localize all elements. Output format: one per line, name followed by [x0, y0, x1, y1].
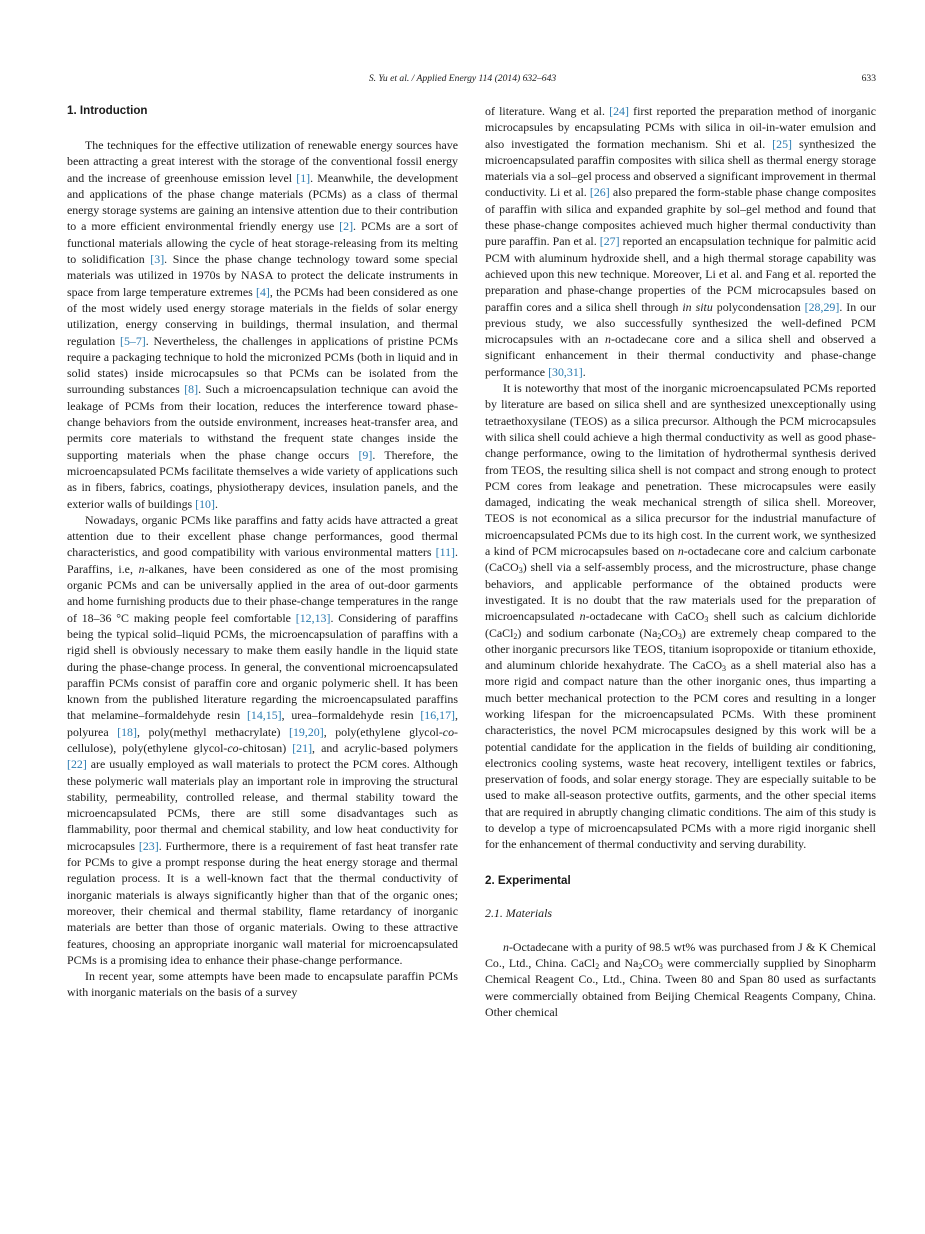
right-column — [485, 103, 876, 1020]
running-header — [0, 71, 925, 87]
citation-link[interactable]: [25] — [772, 136, 792, 151]
citation-link[interactable]: [5–7] — [119, 333, 146, 348]
citation-link[interactable]: [22] — [67, 757, 87, 772]
section-heading-experimental: 2. Experimental — [485, 873, 571, 887]
citation-link[interactable]: [9] — [358, 447, 373, 462]
left-column — [67, 103, 458, 1001]
section-heading-introduction: 1. Introduction — [67, 104, 148, 117]
citation-link[interactable]: [1] — [296, 170, 311, 185]
citation-link[interactable]: [28,29] — [804, 299, 840, 314]
citation-link[interactable]: [8] — [184, 382, 199, 397]
citation-link[interactable]: [21] — [292, 740, 313, 755]
citation-link[interactable]: [3] — [150, 252, 165, 267]
citation-link[interactable]: [19,20] — [289, 724, 324, 739]
citation-link[interactable]: [14,15] — [246, 708, 282, 723]
citation-link[interactable]: [2] — [339, 219, 354, 234]
paragraph-intro-4: It is noteworthy that most of the inorganic microencapsulated PCMs reported by literature are based on silica shell and are synthesized unexceptionally using tetraethoxysilane (TEOS) as a silica precursor. Although the PCM microcapsules with silica shell could achieve a high thermal conductivity as well as good phase-change performance, owing to the limitation of hydrothermal synthesis derived from TEOS, the resulting silica shell is not compact and strong enough to protect PCM cores from leakage and penetration. These microcapsules were easily damaged, indicating the weak mechanical strength of silica shell. Moreover, TEOS is not economical as a silica precursor for the industrial manufacture of microencapsulated PCMs due to its high cost. In the current work, we synthesized a kind of PCM microcapsules based on n-octadecane core and calcium carbonate (CaCO$_3$) shell via a self-assembly process, and the microstructure, phase change behaviors, and applicable performance of the obtained products were investigated. It is no doubt that the raw materials used for the preparation of microencapsulated n-octadecane with CaCO$_3$ shell such as calcium dichloride (CaCl$_2$) and sodium carbonate $(Na_2CO_3)$ are extremely cheap compared to the other inorganic precursors like TEOS, titanium isopropoxide or titanium ethoxide, and aluminum chloride hexahydrate. The CaCO$_3$ as a shell material also has a more rigid and compact nature than the other inorganic ones, thus imparting a much better mechanical protection to the PCM cores and resulting in a longer working lifespan for the microencapsulated PCMs. With these prominent characteristics, the novel PCM microcapsules designed by this work will be a potential candidate for the application in the fields of building air conditioning, electronics cooling systems, waste heat recovery, intelligent textiles or fabrics, preservation of foods, and solar energy storage. They are especially suitable to be used to make all-season protective outfits, garments, and the other special items that are required in abruptly changing climatic conditions. The aim of this study is to develop a type of microencapsulated PCMs with a more rigid inorganic shell for the enhancement of thermal conductivity and serving durability. — [485, 381, 876, 852]
paragraph-intro-3-cont: of literature. Wang et al. [24] first reported the preparation method of inorganic microcapsules by encapsulating PCMs with silica in oil-in-water emulsion and also investigated the formation mechanism. Shi et al. [25] synthesized the microencapsulated paraffin composites with silica shell as thermal energy storage materials via a sol–gel process and observed a significant improvement in thermal conductivity. Li et al. [26] also prepared the form-stable phase change composites of paraffin with silica and expanded graphite by sol–gel method and found that these phase-change composites achieved much higher thermal conductivity than pure paraffin. Pan et al. [27] reported an encapsulation technique for palmitic acid PCM with aluminum hydroxide shell, and a high thermal storage capability was achieved upon this new technique. Moreover, Li et al. and Fang et al. reported the preparation and phase-change properties of the PCM microcapsules based on paraffin cores and a silica shell through in situ polycondensation [28,29]. In our previous study, we also successfully synthesized the well-defined PCM microcapsules with an n-octadecane core and a silica shell and observed a significant enhancement in their thermal conductivity and phase-change performance [30,31]. — [485, 104, 877, 379]
citation-link[interactable]: [24] — [609, 104, 629, 118]
citation-link[interactable]: [16,17] — [420, 708, 455, 723]
citation-link[interactable]: [18] — [117, 724, 137, 739]
citation-link[interactable]: [27] — [599, 234, 620, 249]
citation-link[interactable]: [26] — [589, 185, 610, 200]
citation-link[interactable]: [10] — [195, 496, 215, 511]
citation-link[interactable]: [23] — [138, 838, 159, 853]
subsection-heading-materials: 2.1. Materials — [485, 905, 553, 920]
journal-reference: S. Yu et al. / Applied Energy 114 (2014) 632–643 — [368, 73, 557, 84]
citation-link[interactable]: [4] — [255, 284, 270, 299]
paragraph-intro-3-start: In recent year, some attempts have been made to encapsulate paraffin PCMs with inorganic materials on the basis of a survey — [67, 969, 458, 1000]
citation-link[interactable]: [12,13] — [295, 610, 331, 625]
paragraph-materials: n-Octadecane with a purity of 98.5 wt% was purchased from J & K Chemical Co., Ltd., China. CaCl$_2$ and $Na_2CO_3$ were commercially supplied by Sinopharm Chemical Reagent Co., Ltd., China. Tween 80 and Span 80 used as surfactants were commercially obtained from Beijing Chemical Reagents Company, China. Other chemical — [485, 939, 876, 1019]
paragraph-intro-1: The techniques for the effective utilization of renewable energy sources have been attracting a great interest with the storage of the conventional fossil energy and the increase of greenhouse emission level [1]. Meanwhile, the development and applications of the phase change materials (PCMs) as a class of thermal energy storage systems are gaining an intensive attention due to their contribution to a more efficient environmental friendly energy use [2]. PCMs are a sort of functional materials allowing the cycle of heat storage-releasing from its melting to solidification [3]. Since the phase change technology toward some special materials was utilized in 1970s by NASA to protect the delicate instruments in space from large temperature extremes [4], the PCMs had been considered as one of the most widely used energy storage materials in the fields of solar energy utilization, energy conserving in buildings, thermal insulation, and thermal regulation [5–7]. Nevertheless, the challenges in applications of pristine PCMs require a packaging technique to hold the micronized PCMs (both in liquid and in solid states) inside microcapsules so that PCMs can be isolated from the surrounding substances [8]. Such a microencapsulation technique can avoid the leakage of PCMs from their location, reduces the interference toward phase-change behaviors from the outside environment, increases heat-transfer area, and permits core materials to withstand the frequent state changes inside the supporting materials when the phase change occurs [9]. Therefore, the microencapsulated PCMs facilitate themselves a wide variety of applications such as in fibers, fabrics, coatings, physiotherapy devices, insulation panels, and the exterior walls of buildings [10]. — [67, 138, 459, 511]
citation-link[interactable]: [11] — [435, 545, 456, 560]
citation-link[interactable]: [30,31] — [548, 364, 583, 379]
paragraph-intro-2: Nowadays, organic PCMs like paraffins and fatty acids have attracted a great attention due to their excellent phase change performances, good thermal characteristics, and good compatibility with various environmental matters [11]. Paraffins, i.e, n-alkanes, have been considered as one of the most promising organic PCMs and can be universally applied in the area of out-door garments and home furnishing products due to their phase-change temperatures in the range of 18–36 °C making people feel comfortable [12,13]. Considering of paraffins being the typical solid–liquid PCMs, the microencapsulation of paraffins with a rigid shell is obviously necessary to make them easily handle in the liquid state during the phase-change process. In general, the conventional microencapsulated paraffin PCMs consist of paraffin core and organic polymeric shell. It has been known from the published literature regarding the microencapsulated paraffins that melamine–formaldehyde resin [14,15], urea–formaldehyde resin [16,17], polyurea [18], poly(methyl methacrylate) [19,20], poly(ethylene glycol-co-cellulose), poly(ethylene glycol-co-chitosan) [21], and acrylic-based polymers [22] are usually employed as wall materials to protect the PCM cores. Although these polymeric wall materials play an important role in improving the structural stability, permeability, controlled release, and thermal stability toward the microencapsulated PCMs, there are still some disadvantages such as flammability, poor thermal and chemical stability, and low heat conductivity for microcapsules [23]. Furthermore, there is a requirement of fast heat transfer rate for PCMs to give a prompt response during the heat energy storage and thermal regulation process. It is a well-known fact that the thermal conductivity of inorganic materials is always significantly higher than that of the organic ones; moreover, their chemical and thermal stability, flame retardancy of inorganic materials are better than those of organic materials. Owing to these attractive features, choosing an appropriate inorganic wall material for microencapsulated PCMs is a promising idea to enhance their phase-change performance. — [67, 512, 459, 967]
page-number: 633 — [861, 73, 876, 84]
